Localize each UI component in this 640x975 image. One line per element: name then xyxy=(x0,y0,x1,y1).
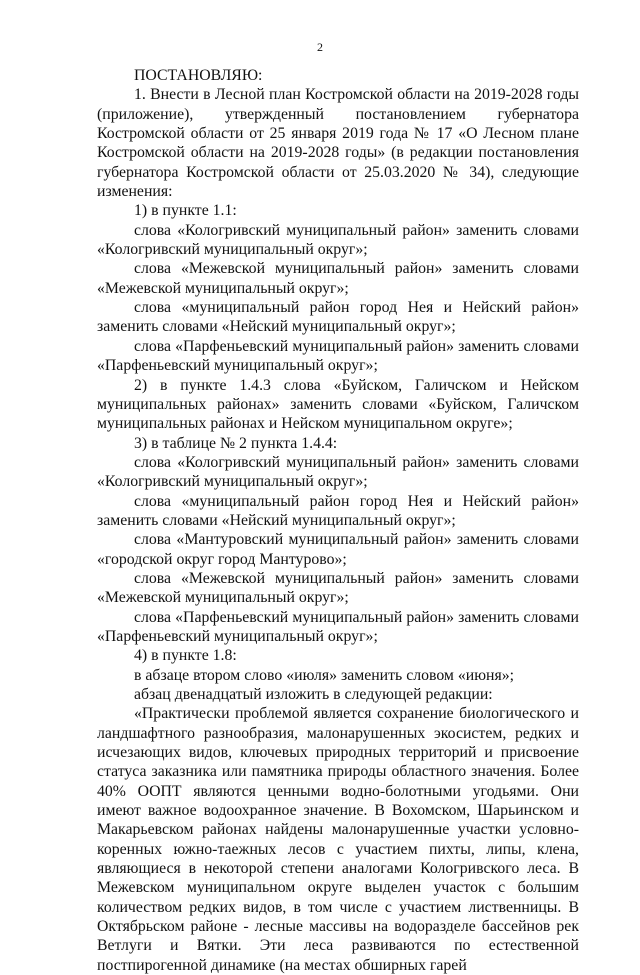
paragraph: слова «Парфеньевский муниципальный район» заменить словами «Парфеньевский муниципальный округ»; xyxy=(97,608,579,645)
paragraph: слова «Межевской муниципальный район» заменить словами «Межевской муниципальный округ»; xyxy=(97,260,579,297)
paragraph-subitem-4: 4) в пункте 1.8: xyxy=(134,647,237,665)
quoted-paragraph: «Практически проблемой является сохранение биологического и ландшафтного разнообразия, малонарушенных экосистем, редких и исчезающих видов, ключевых природных территорий и присвоение статуса заказника или памятника природы областного значения. Более 40% ООПТ являются ценными водно-болотными угодьями. Они имеют важное водоохранное значение. В Вохомском, Шарьинском и Макарьевском районах найдены малонарушенные участки условно-коренных южно-таежных лесов с участием пихты, липы, клена, являющиеся в некоторой степени аналогами Кологривского леса. В Межевском муниципальном округе выделен участок с большим количеством редких видов, в том числе с участием лиственницы. В Октябрьском районе - лесные массивы на водоразделе бассейнов рек Ветлуги и Вятки. Эти леса развиваются по естественной постпирогенной динамике (на местах обширных гарей xyxy=(97,705,579,974)
paragraph-subitem-1: 1) в пункте 1.1: xyxy=(134,202,237,220)
paragraph: слова «муниципальный район город Нея и Нейский район» заменить словами «Нейский муниципальный округ»; xyxy=(97,492,579,529)
paragraph-item-1: 1. Внести в Лесной план Костромской области на 2019-2028 годы (приложение), утвержденный постановлением губернатора Костромской области от 25 января 2019 года № 17 «О Лесном плане Костромской области на 2019-2028 годы» (в редакции постановления губернатора Костромской области от 25.03.2020 № 34), следующие изменения: xyxy=(97,86,579,201)
paragraph: слова «Парфеньевский муниципальный район» заменить словами «Парфеньевский муниципальный округ»; xyxy=(97,337,579,375)
paragraph: абзац двенадцатый изложить в следующей редакции: xyxy=(134,686,493,703)
paragraph: в абзаце втором слово «июля» заменить словом «июня»; xyxy=(134,666,515,684)
paragraph-subitem-3: 3) в таблице № 2 пункта 1.4.4: xyxy=(134,434,338,452)
decree-heading: ПОСТАНОВЛЯЮ: xyxy=(134,67,263,84)
paragraph: слова «Мантуровский муниципальный район» заменить словами «городской округ город Мантурово»; xyxy=(97,531,579,568)
paragraph: слова «муниципальный район город Нея и Нейский район» заменить словами «Нейский муниципальный округ»; xyxy=(97,299,579,336)
paragraph: слова «Межевской муниципальный район» заменить словами «Межевской муниципальный округ»; xyxy=(97,569,579,607)
paragraph-subitem-2: 2) в пункте 1.4.3 слова «Буйском, Галичском и Нейском муниципальных районах» заменить словами «Буйском, Галичском муниципальных районах и Нейском муниципальном округе»; xyxy=(97,376,579,433)
paragraph: слова «Кологривский муниципальный район» заменить словами «Кологривский муниципальный округ»; xyxy=(97,221,579,259)
page-number: 2 xyxy=(317,40,323,54)
paragraph: слова «Кологривский муниципальный район» заменить словами «Кологривский муниципальный округ»; xyxy=(97,453,579,491)
document-body xyxy=(97,66,579,975)
